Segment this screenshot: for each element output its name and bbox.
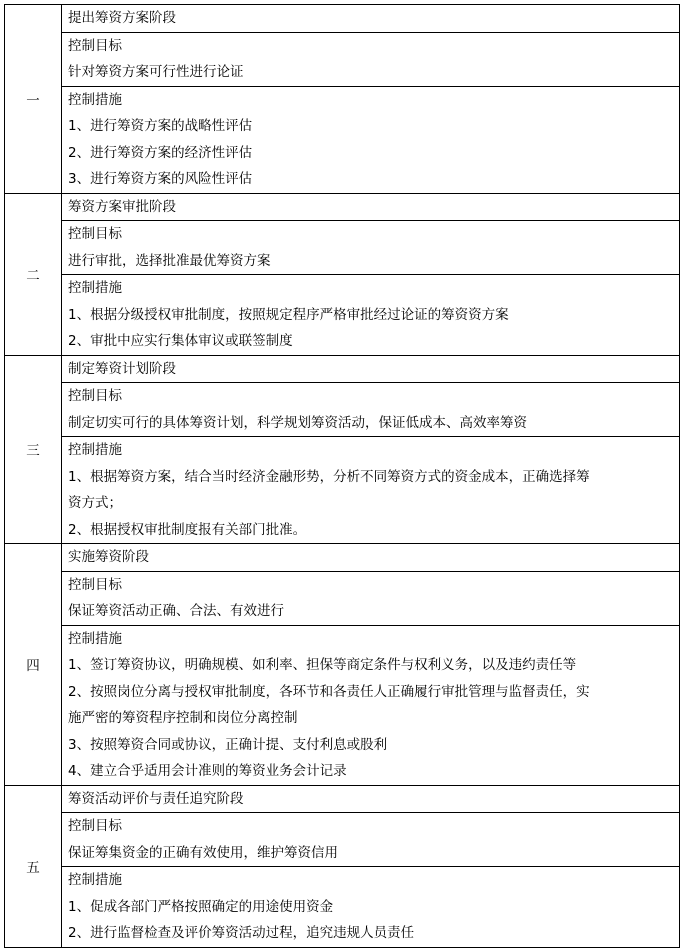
control-measures-label: 控制措施 (68, 91, 122, 108)
stage-number: 五 (5, 785, 62, 947)
control-measure-item: 3、按照筹资合同或协议，正确计提、支付利息或股利 (68, 736, 388, 753)
control-measures-label: 控制措施 (68, 280, 122, 296)
stage-title-cell (62, 5, 680, 33)
control-goal-label: 控制目标 (68, 37, 122, 54)
control-goal-label: 控制目标 (68, 576, 122, 593)
stage-title: 筹资活动评价与责任追究阶段 (68, 790, 244, 807)
stage-title: 筹资方案审批阶段 (68, 198, 176, 215)
control-goal-cell (62, 383, 680, 437)
control-measure-item: 2、审批中应实行集体审议或联签制度 (68, 333, 293, 349)
control-measures-row (5, 86, 680, 193)
stage-title: 制定筹资计划阶段 (68, 360, 176, 377)
stage-title-cell (62, 785, 680, 813)
stage-title-cell (62, 355, 680, 383)
control-measures-row (5, 275, 680, 356)
control-goal-cell (62, 221, 680, 275)
control-goal-cell (62, 571, 680, 625)
control-measure-item: 1、根据筹资方案，结合当时经济金融形势，分析不同筹资方式的资金成本，正确选择筹 (68, 468, 590, 485)
stage-title-row (5, 5, 680, 33)
control-goal-text: 针对筹资方案可行性进行论证 (68, 64, 244, 80)
control-goal-cell (62, 813, 680, 867)
control-goal-row (5, 571, 680, 625)
control-measures-label: 控制措施 (68, 442, 122, 458)
control-measures-row (5, 437, 680, 544)
control-measures-cell (62, 86, 680, 193)
control-goal-row (5, 813, 680, 867)
control-measure-item: 资方式； (68, 495, 122, 511)
control-measures-label: 控制措施 (68, 872, 122, 888)
control-measure-item: 2、进行筹资方案的经济性评估 (68, 144, 253, 161)
control-goal-text: 保证筹集资金的正确有效使用，维护筹资信用 (68, 844, 338, 861)
control-goal-text: 保证筹资活动正确、合法、有效进行 (68, 603, 284, 619)
control-measure-item: 4、建立合乎适用会计准则的筹资业务会计记录 (68, 763, 347, 779)
control-measure-item: 1、进行筹资方案的战略性评估 (68, 118, 253, 134)
financing-control-table (4, 4, 680, 948)
control-measures-cell (62, 437, 680, 544)
control-goal-cell (62, 32, 680, 86)
control-measure-item: 1、签订筹资协议，明确规模、如利率、担保等商定条件与权利义务，以及违约责任等 (68, 657, 577, 673)
stage-title-row (5, 355, 680, 383)
stage-title-cell (62, 544, 680, 572)
control-measures-row (5, 625, 680, 785)
stage-title-row (5, 544, 680, 572)
control-measures-cell (62, 275, 680, 356)
control-measure-item: 1、根据分级授权审批制度，按照规定程序严格审批经过论证的筹资资方案 (68, 306, 509, 323)
stage-title-row (5, 785, 680, 813)
control-goal-row (5, 221, 680, 275)
control-measure-item: 2、进行监督检查及评价筹资活动过程，追究违规人员责任 (68, 925, 415, 941)
control-goal-row (5, 383, 680, 437)
control-goal-text: 进行审批，选择批准最优筹资方案 (68, 252, 271, 269)
control-measure-item: 1、促成各部门严格按照确定的用途使用资金 (68, 898, 334, 915)
control-goal-label: 控制目标 (68, 388, 122, 404)
stage-title: 实施筹资阶段 (68, 549, 149, 565)
control-measure-item: 2、根据授权审批制度报有关部门批准。 (68, 521, 307, 538)
control-goal-label: 控制目标 (68, 226, 122, 242)
stage-title-cell (62, 193, 680, 221)
stage-number: 三 (5, 355, 62, 544)
control-measure-item: 3、进行筹资方案的风险性评估 (68, 171, 253, 187)
control-measures-label: 控制措施 (68, 630, 122, 647)
stage-number: 四 (5, 544, 62, 786)
control-goal-label: 控制目标 (68, 818, 122, 834)
stage-number: 一 (5, 5, 62, 194)
stage-number: 二 (5, 193, 62, 355)
control-goal-text: 制定切实可行的具体筹资计划，科学规划筹资活动，保证低成本、高效率筹资 (68, 414, 527, 431)
control-measure-item: 施严密的筹资程序控制和岗位分离控制 (68, 710, 298, 726)
stage-title: 提出筹资方案阶段 (68, 10, 176, 26)
control-measure-item: 2、按照岗位分离与授权审批制度，各环节和各责任人正确履行审批管理与监督责任，实 (68, 683, 590, 700)
stage-title-row (5, 193, 680, 221)
control-measures-cell (62, 625, 680, 785)
control-goal-row (5, 32, 680, 86)
